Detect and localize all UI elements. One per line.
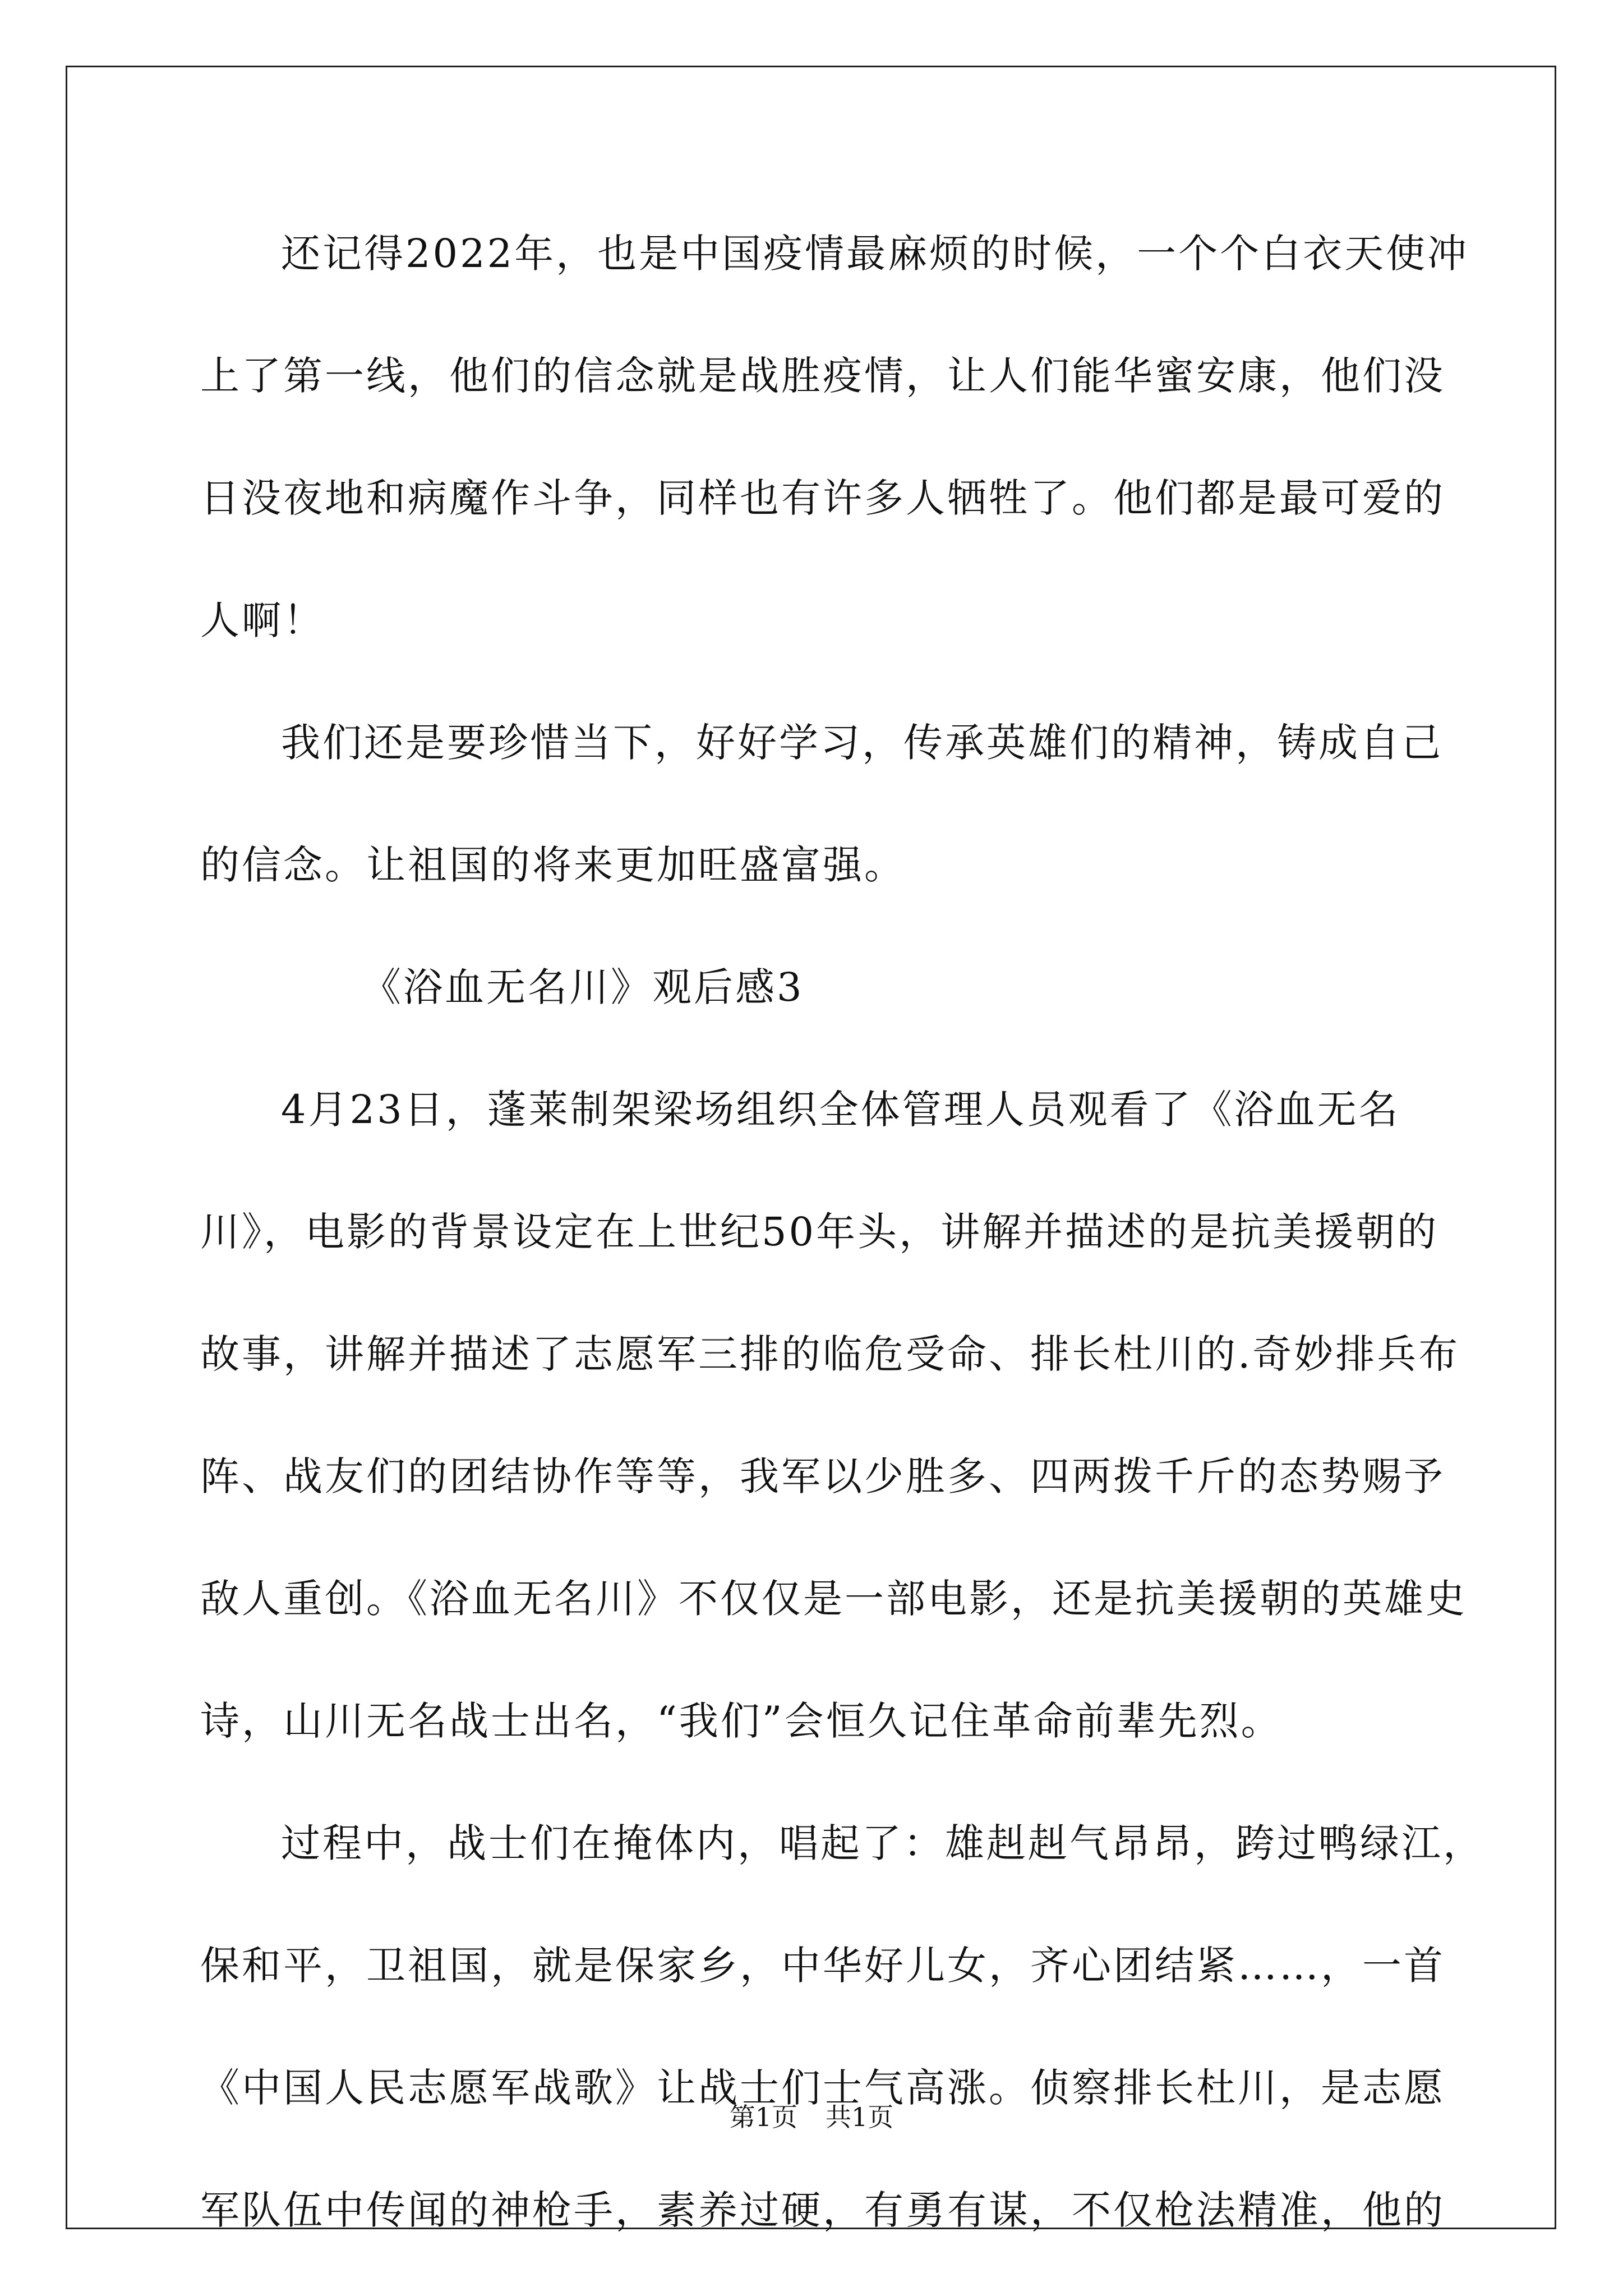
paragraph-line: 4月23日，蓬莱制架梁场组织全体管理人员观看了《浴血无名: [281, 1087, 1400, 1133]
paragraph-line: 人啊！: [200, 597, 325, 643]
page-footer: [0, 2100, 1623, 2134]
paragraph-line: 的信念。让祖国的将来更加旺盛富强。: [200, 842, 906, 888]
page-count: 共1页: [826, 2102, 894, 2132]
paragraph-line: 敌人重创。《浴血无名川》不仅仅是一部电影，还是抗美援朝的英雄史: [200, 1576, 1467, 1622]
paragraph-line: 川》，电影的背景设定在上世纪50年头，讲解并描述的是抗美援朝的: [200, 1209, 1439, 1255]
paragraph-line: 《中国人民志愿军战歌》让战士们士气高涨。侦察排长杜川，是志愿: [200, 2065, 1445, 2111]
paragraph-line: 我们还是要珍惜当下，好好学习，传承英雄们的精神，铸成自己: [281, 720, 1443, 766]
section-heading: 《浴血无名川》观后感3: [362, 964, 804, 1010]
paragraph-line: 阵、战友们的团结协作等等，我军以少胜多、四两拨千斤的态势赐予: [200, 1453, 1445, 1499]
page-number: 第1页: [729, 2102, 797, 2132]
paragraph-line: 上了第一线，他们的信念就是战胜疫情，让人们能华蜜安康，他们没: [200, 353, 1445, 399]
paragraph-line: 还记得2022年，也是中国疫情最麻烦的时候，一个个白衣天使冲: [281, 231, 1469, 277]
paragraph-line: 日没夜地和病魔作斗争，同样也有许多人牺牲了。他们都是最可爱的: [200, 475, 1445, 521]
paragraph-line: 保和平，卫祖国，就是保家乡，中华好儿女，齐心团结紧……，一首: [200, 1943, 1445, 1989]
paragraph-line: 诗，山川无名战士出名，“我们”会恒久记住革命前辈先烈。: [200, 1698, 1283, 1744]
paragraph-line: 军队伍中传闻的神枪手，素养过硬，有勇有谋，不仅枪法精准，他的: [200, 2187, 1445, 2233]
paragraph-line: 故事，讲解并描述了志愿军三排的临危受命、排长杜川的.奇妙排兵布: [200, 1331, 1460, 1377]
paragraph-line: 过程中，战士们在掩体内，唱起了：雄赳赳气昂昂，跨过鸭绿江，: [281, 1820, 1484, 1866]
document-body: [200, 211, 1484, 2290]
